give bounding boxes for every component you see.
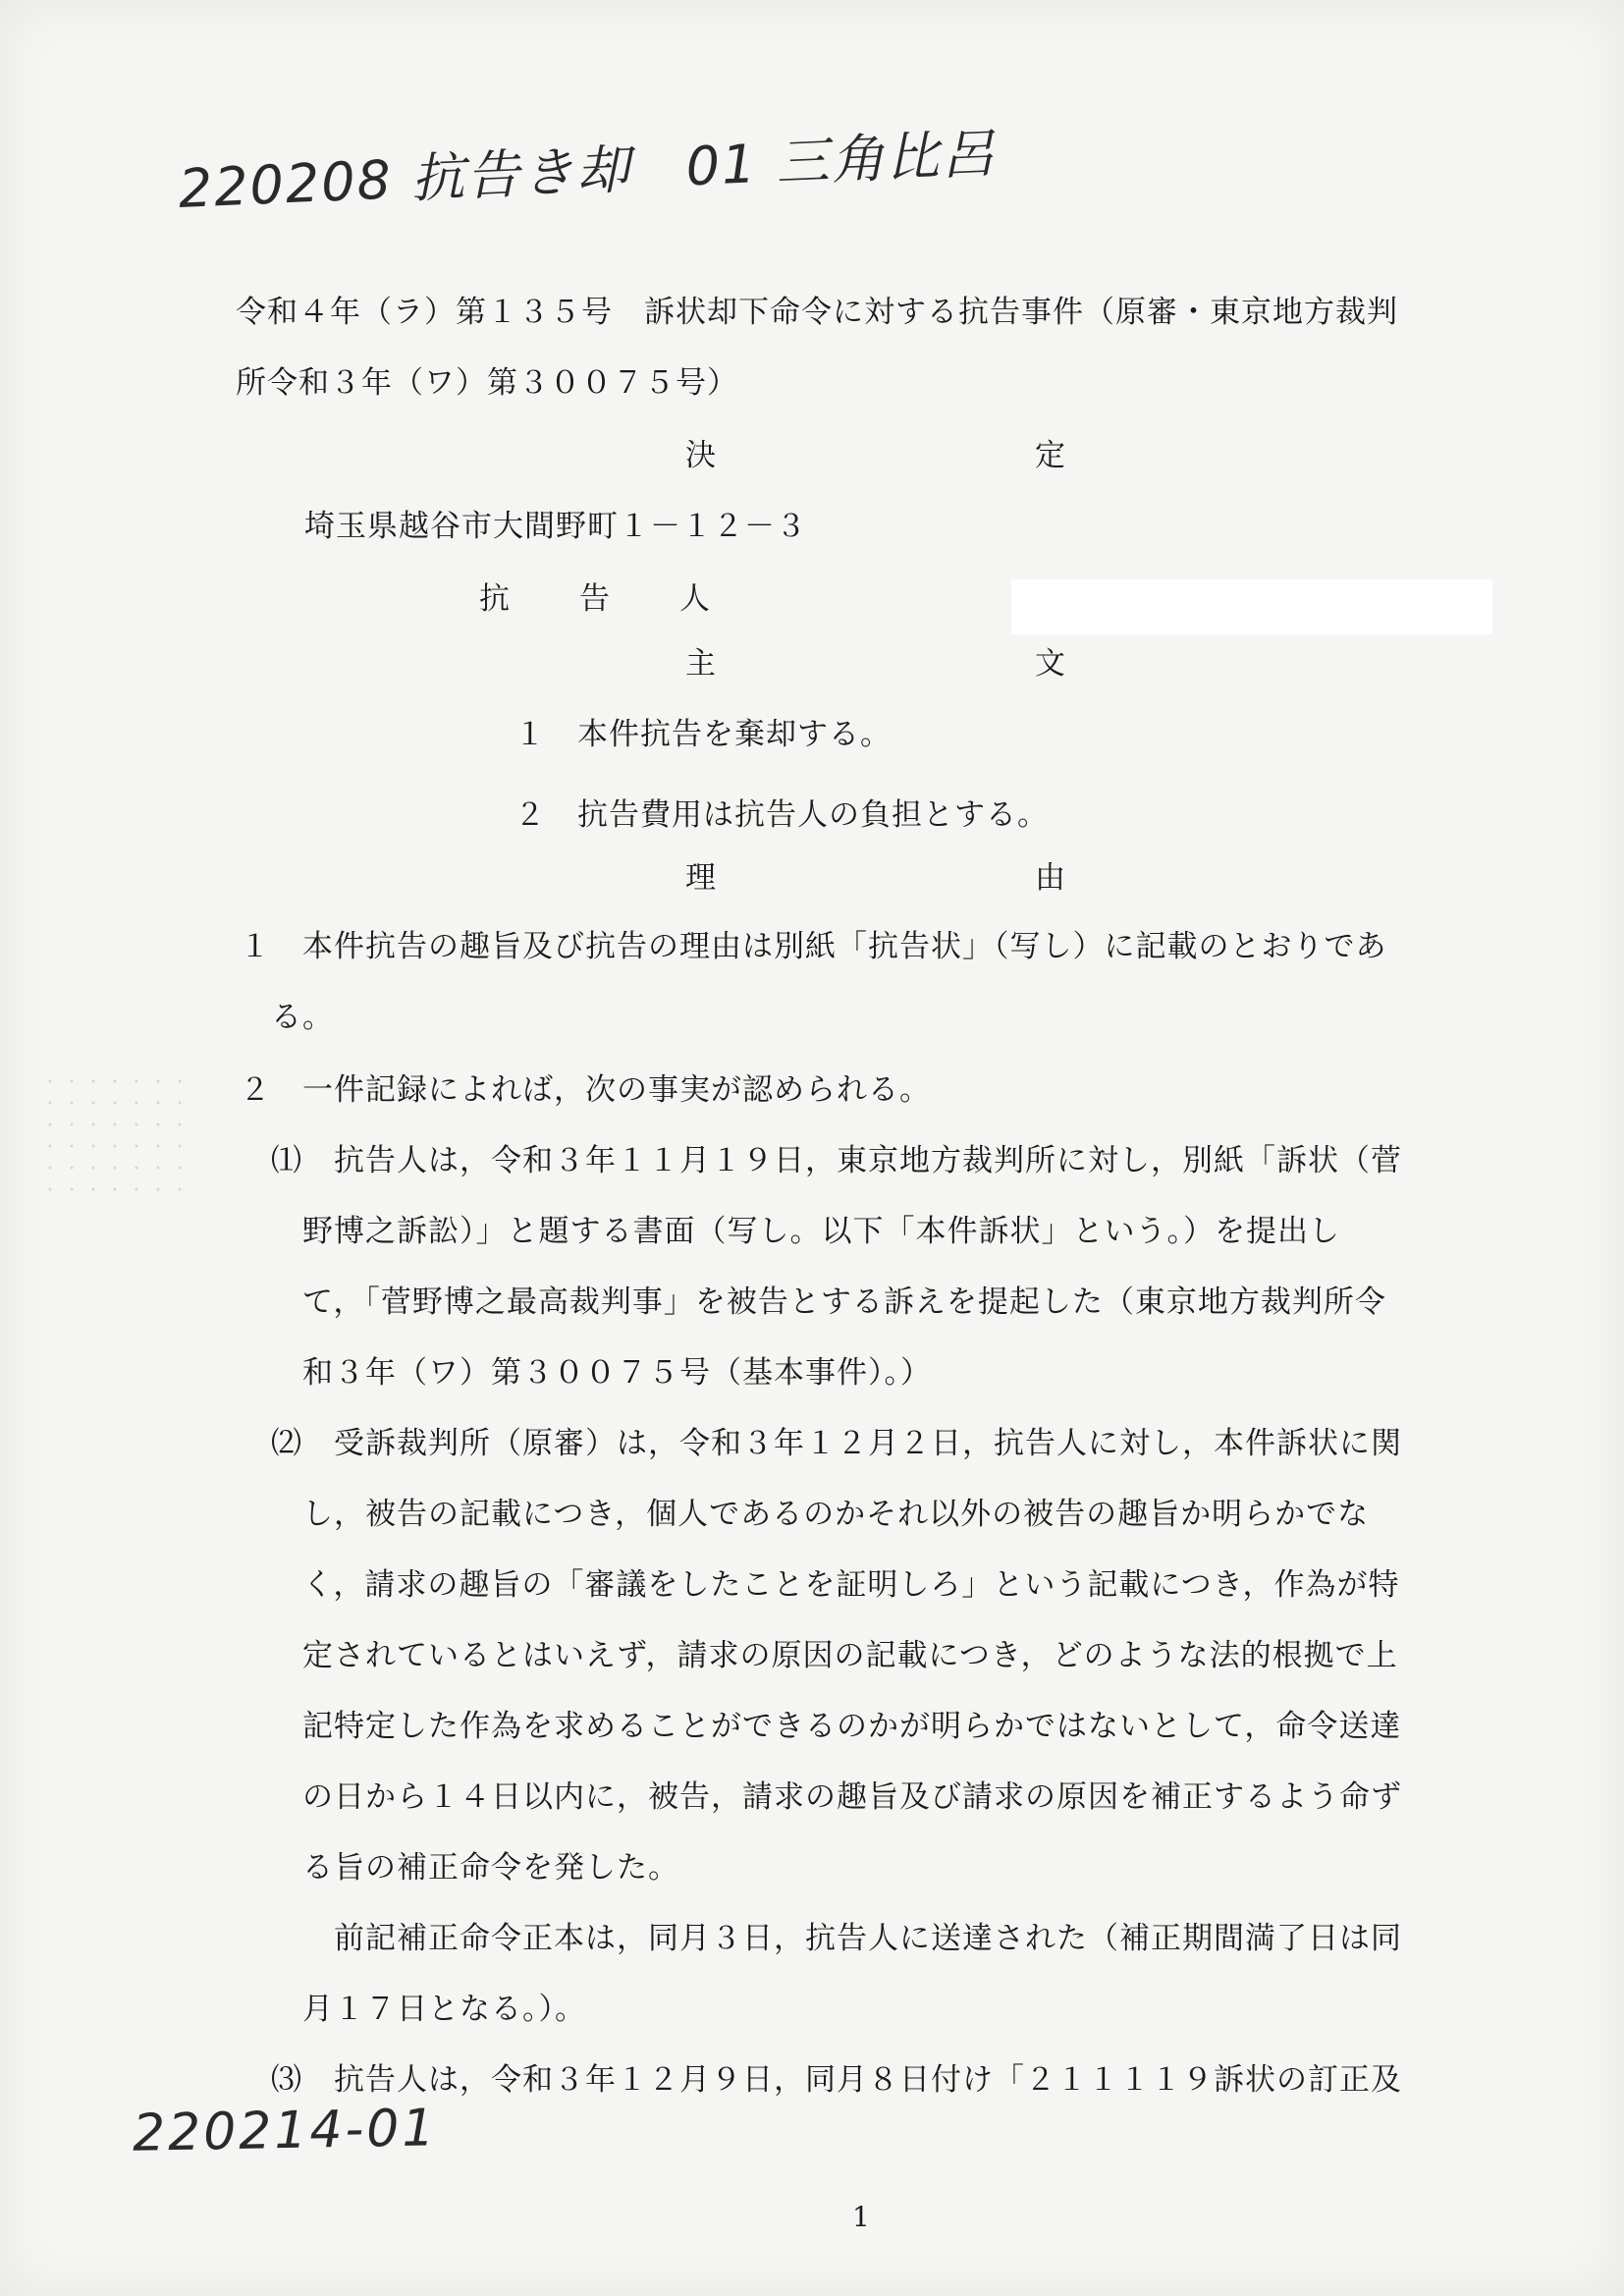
case-header-line-2: 所令和３年（ワ）第３００７５号） — [236, 365, 738, 401]
body-line: ⑴ 抗告人は，令和３年１１月１９日，東京地方裁判所に対し，別紙「訴状（菅 — [240, 1143, 1402, 1178]
body-line: 野博之訴訟）」と題する書面（写し。以下「本件訴状」という。）を提出し — [240, 1214, 1340, 1249]
body-line: 定されているとはいえず，請求の原因の記載につき，どのような法的根拠で上 — [240, 1638, 1398, 1673]
body-line: る。 — [240, 1000, 334, 1035]
reasons-heading — [685, 858, 1066, 898]
case-header-line-1: 令和４年（ラ）第１３５号 訴状却下命令に対する抗告事件（原審・東京地方裁判 — [236, 295, 1398, 330]
body-line: 月１７日となる。）。 — [240, 1992, 586, 2027]
reasons-heading-right: 由 — [1035, 860, 1066, 896]
scan-speckle — [39, 1070, 187, 1208]
appellant-label — [479, 579, 711, 619]
redacted-appellant-name — [1011, 579, 1492, 634]
decision-heading-right: 定 — [1035, 438, 1066, 473]
body-line: ２ 一件記録によれば，次の事実が認められる。 — [240, 1072, 931, 1108]
body-line: し，被告の記載につき，個人であるのかそれ以外の被告の趣旨か明らかでな — [240, 1497, 1370, 1532]
appellant-address: 埼玉県越谷市大間野町１－１２－３ — [304, 509, 807, 544]
body-line: 和３年（ワ）第３００７５号（基本事件）。） — [240, 1355, 932, 1391]
main-heading-right: 文 — [1035, 646, 1066, 682]
appellant-label-char: 告 — [579, 581, 611, 617]
handwritten-annotation-top: 220208 抗告き却 01 三角比呂 — [177, 122, 998, 220]
body-line: 記特定した作為を求めることができるのかが明らかではないとして，命令送達 — [240, 1709, 1402, 1744]
appellant-label-char: 人 — [679, 581, 711, 617]
decision-heading — [685, 436, 1066, 475]
body-line: る旨の補正命令を発した。 — [240, 1850, 679, 1886]
body-line: く，請求の趣旨の「審議をしたことを証明しろ」という記載につき，作為が特 — [240, 1567, 1400, 1603]
body-line: ⑵ 受訴裁判所（原審）は，令和３年１２月２日，抗告人に対し，本件訴状に関 — [240, 1426, 1402, 1461]
handwritten-annotation-bottom: 220214-01 — [132, 2099, 438, 2163]
main-text-heading — [685, 644, 1066, 683]
body-line: 前記補正命令正本は，同月３日，抗告人に送達された（補正期間満了日は同 — [240, 1921, 1402, 1956]
reasons-heading-left: 理 — [685, 860, 717, 896]
decision-heading-left: 決 — [685, 438, 717, 473]
body-line: ⑶ 抗告人は，令和３年１２月９日，同月８日付け「２１１１１９訴状の訂正及 — [240, 2062, 1402, 2098]
main-heading-left: 主 — [685, 646, 717, 682]
body-line: １ 本件抗告の趣旨及び抗告の理由は別紙「抗告状」（写し）に記載のとおりであ — [240, 929, 1387, 964]
body-line: の日から１４日以内に，被告，請求の趣旨及び請求の原因を補正するよう命ず — [240, 1779, 1402, 1815]
page-number: 1 — [852, 2201, 870, 2233]
main-text-item-1: １ 本件抗告を棄却する。 — [514, 717, 892, 752]
body-line: て，「菅野博之最高裁判事」を被告とする訴えを提起した（東京地方裁判所令 — [240, 1285, 1386, 1320]
appellant-label-char: 抗 — [479, 581, 511, 617]
main-text-item-2: ２ 抗告費用は抗告人の負担とする。 — [514, 797, 1049, 833]
